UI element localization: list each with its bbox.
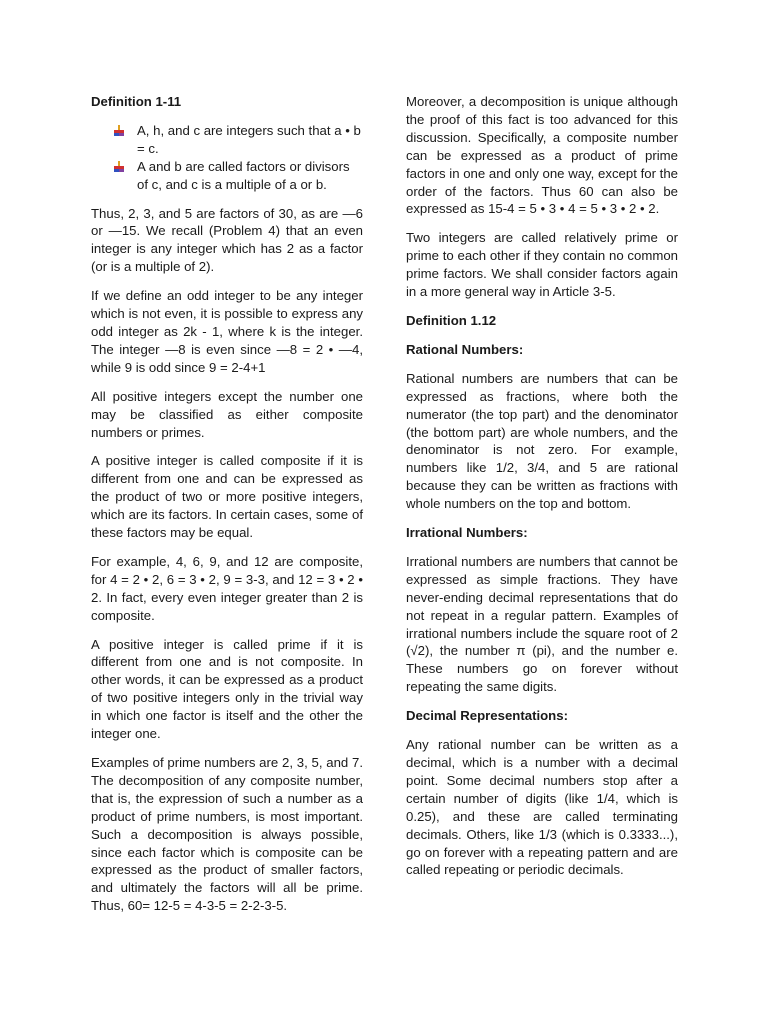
bullet-text: A, h, and c are integers such that a • b = c. xyxy=(137,122,361,156)
definition-1-12-heading: Definition 1.12 xyxy=(406,312,497,328)
rational-numbers-heading: Rational Numbers: xyxy=(406,341,524,357)
paragraph: All positive integers except the number one may be classified as either composite numbers or primes. xyxy=(91,388,363,440)
decimal-representations-text: Any rational number can be written as a decimal, which is a number with a decimal point. Some decimal numbers stop after a certain number of digits (like 1/4, which is 0.25), and these are called terminating decimals. Others, like 1/3 (which is 0.3333...), go on forever with a repeating pattern and are called repeating or periodic decimals. xyxy=(406,737,678,878)
definition-bullet-list xyxy=(91,122,363,194)
decimal-representations-heading: Decimal Representations: xyxy=(406,708,568,724)
paragraph: Two integers are called relatively prime or prime to each other if they contain no common prime factors. We shall consider factors again in a more general way in Article 3-5. xyxy=(406,230,678,300)
left-column xyxy=(91,93,363,926)
colored-pen-bullet-icon xyxy=(113,161,125,173)
irrational-numbers-heading: Irrational Numbers: xyxy=(406,525,528,541)
paragraph: Moreover, a decomposition is unique although the proof of this fact is too advanced for this discussion. Specifically, a composite number can be expressed as a product of prime factors in one and only one way, except for the order of the factors. Thus 60 can also be expressed as 15-4 = 5 • 3 • 4 = 5 • 3 • 2 • 2. xyxy=(406,94,678,217)
paragraph: Thus, 2, 3, and 5 are factors of 30, as are —6 or —15. We recall (Problem 4) that an even integer is any integer which has 2 as a factor (or is a multiple of 2). xyxy=(91,205,363,275)
irrational-numbers-text: Irrational numbers are numbers that cannot be expressed as simple fractions. They have never-ending decimal representations that do not repeat in a regular pattern. Examples of irrational numbers include the square root of 2 (√2), the number π (pi), and the number e. These numbers go on forever without repeating the same digits. xyxy=(406,553,678,695)
bullet-text: A and b are called factors or divisors of c, and c is a multiple of a or b. xyxy=(137,158,350,192)
paragraph: A positive integer is called prime if it is different from one and is not composite. In other words, it can be expressed as a product of two positive integers only in the trivial way in which one factor is itself and the other the integer one. xyxy=(91,636,363,742)
bullet-item xyxy=(91,158,363,194)
rational-numbers-text: Rational numbers are numbers that can be expressed as fractions, where both the numerator (the top part) and the denominator (the bottom part) are whole numbers, and the denominator is not zero. For example, numbers like 1/2, 3/4, and 5 are rational because they can be written as fractions with whole numbers on the top and bottom. xyxy=(406,370,678,512)
paragraph: A positive integer is called composite if it is different from one and can be expressed as the product of two or more positive integers, which are its factors. In certain cases, some of these factors may be equal. xyxy=(91,453,363,541)
definition-1-11-heading: Definition 1-11 xyxy=(91,94,182,109)
paragraph: Examples of prime numbers are 2, 3, 5, and 7. The decomposition of any composite number, that is, the expression of such a number as a product of prime numbers, is most important. Such a decomposition is always possible, since each factor which is composite can be expressed as the product of smaller factors, and ultimately the factors will all be prime. Thus, 60= 12-5 = 4-3-5 = 2-2-3-5. xyxy=(91,755,363,914)
bullet-item xyxy=(91,122,363,158)
colored-pen-bullet-icon xyxy=(113,125,125,137)
right-column xyxy=(406,93,678,890)
paragraph: If we define an odd integer to be any integer which is not even, it is possible to express any odd integer as 2k - 1, where k is the integer. The integer —8 is even since —8 = 2 • —4, while 9 is odd since 9 = 2-4+1 xyxy=(91,288,363,375)
paragraph: For example, 4, 6, 9, and 12 are composite, for 4 = 2 • 2, 6 = 3 • 2, 9 = 3-3, and 12 = 3 • 2 • 2. In fact, every even integer greater than 2 is composite. xyxy=(91,553,363,623)
